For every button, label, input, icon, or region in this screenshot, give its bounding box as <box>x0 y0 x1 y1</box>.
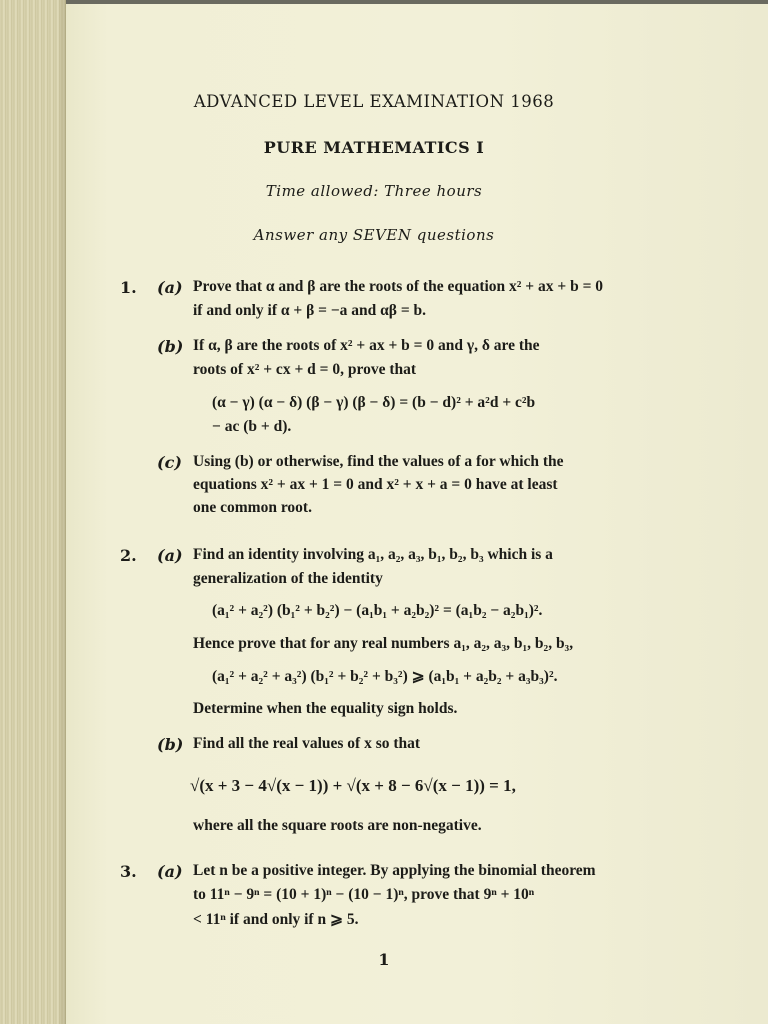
part-label: (c) <box>157 453 182 472</box>
text-line: one common root. <box>193 499 312 516</box>
text-line: If α, β are the roots of x² + ax + b = 0 and γ, δ are the <box>193 337 540 354</box>
paper-title: PURE MATHEMATICS I <box>263 138 485 157</box>
text-line: < 11ⁿ if and only if n ⩾ 5. <box>193 911 359 928</box>
page-number: 1 <box>378 950 390 969</box>
equation: (a₁² + a₂² + a₃²) (b₁² + b₂² + b₃²) ⩾ (a₁b₁ + a₂b₂ + a₃b₃)². <box>212 668 558 685</box>
question-number: 3. <box>120 862 137 881</box>
question-number: 2. <box>120 546 137 565</box>
equation: (a₁² + a₂²) (b₁² + b₂²) − (a₁b₁ + a₂b₂)² = (a₁b₂ − a₂b₁)². <box>212 602 543 619</box>
top-edge <box>66 0 768 4</box>
text-line: if and only if α + β = −a and αβ = b. <box>193 302 427 319</box>
part-label: (b) <box>157 337 184 356</box>
part-label: (a) <box>157 546 183 565</box>
part-label: (b) <box>157 735 184 754</box>
equation: − ac (b + d). <box>212 418 292 435</box>
text-line: Let n be a positive integer. By applying the binomial theorem <box>193 862 596 879</box>
part-label: (a) <box>157 278 183 297</box>
text-line: Prove that α and β are the roots of the equation x² + ax + b = 0 <box>193 278 604 295</box>
equation: √(x + 3 − 4√(x − 1)) + √(x + 8 − 6√(x − 1)) = 1, <box>190 776 516 795</box>
text-line: Find an identity involving a₁, a₂, a₃, b₁, b₂, b₃ which is a <box>193 546 553 563</box>
exam-title: ADVANCED LEVEL EXAMINATION 1968 <box>193 92 555 111</box>
time-allowed: Time allowed: Three hours <box>265 182 483 200</box>
text-line: Determine when the equality sign holds. <box>193 700 458 717</box>
equation: (α − γ) (α − δ) (β − γ) (β − δ) = (b − d)² + a²d + c²b <box>212 394 536 411</box>
text-line: Find all the real values of x so that <box>193 735 421 752</box>
instruction: Answer any SEVEN questions <box>253 226 495 244</box>
text-line: roots of x² + cx + d = 0, prove that <box>193 361 417 378</box>
text-line: where all the square roots are non-negative. <box>193 817 482 834</box>
text-line: equations x² + ax + 1 = 0 and x² + x + a = 0 have at least <box>193 476 558 493</box>
text-line: Hence prove that for any real numbers a₁, a₂, a₃, b₁, b₂, b₃, <box>193 635 574 652</box>
text-line: generalization of the identity <box>193 570 383 587</box>
text-line: Using (b) or otherwise, find the values of a for which the <box>193 453 564 470</box>
part-label: (a) <box>157 862 183 881</box>
text-line: to 11ⁿ − 9ⁿ = (10 + 1)ⁿ − (10 − 1)ⁿ, prove that 9ⁿ + 10ⁿ <box>193 886 535 903</box>
question-number: 1. <box>120 278 137 297</box>
